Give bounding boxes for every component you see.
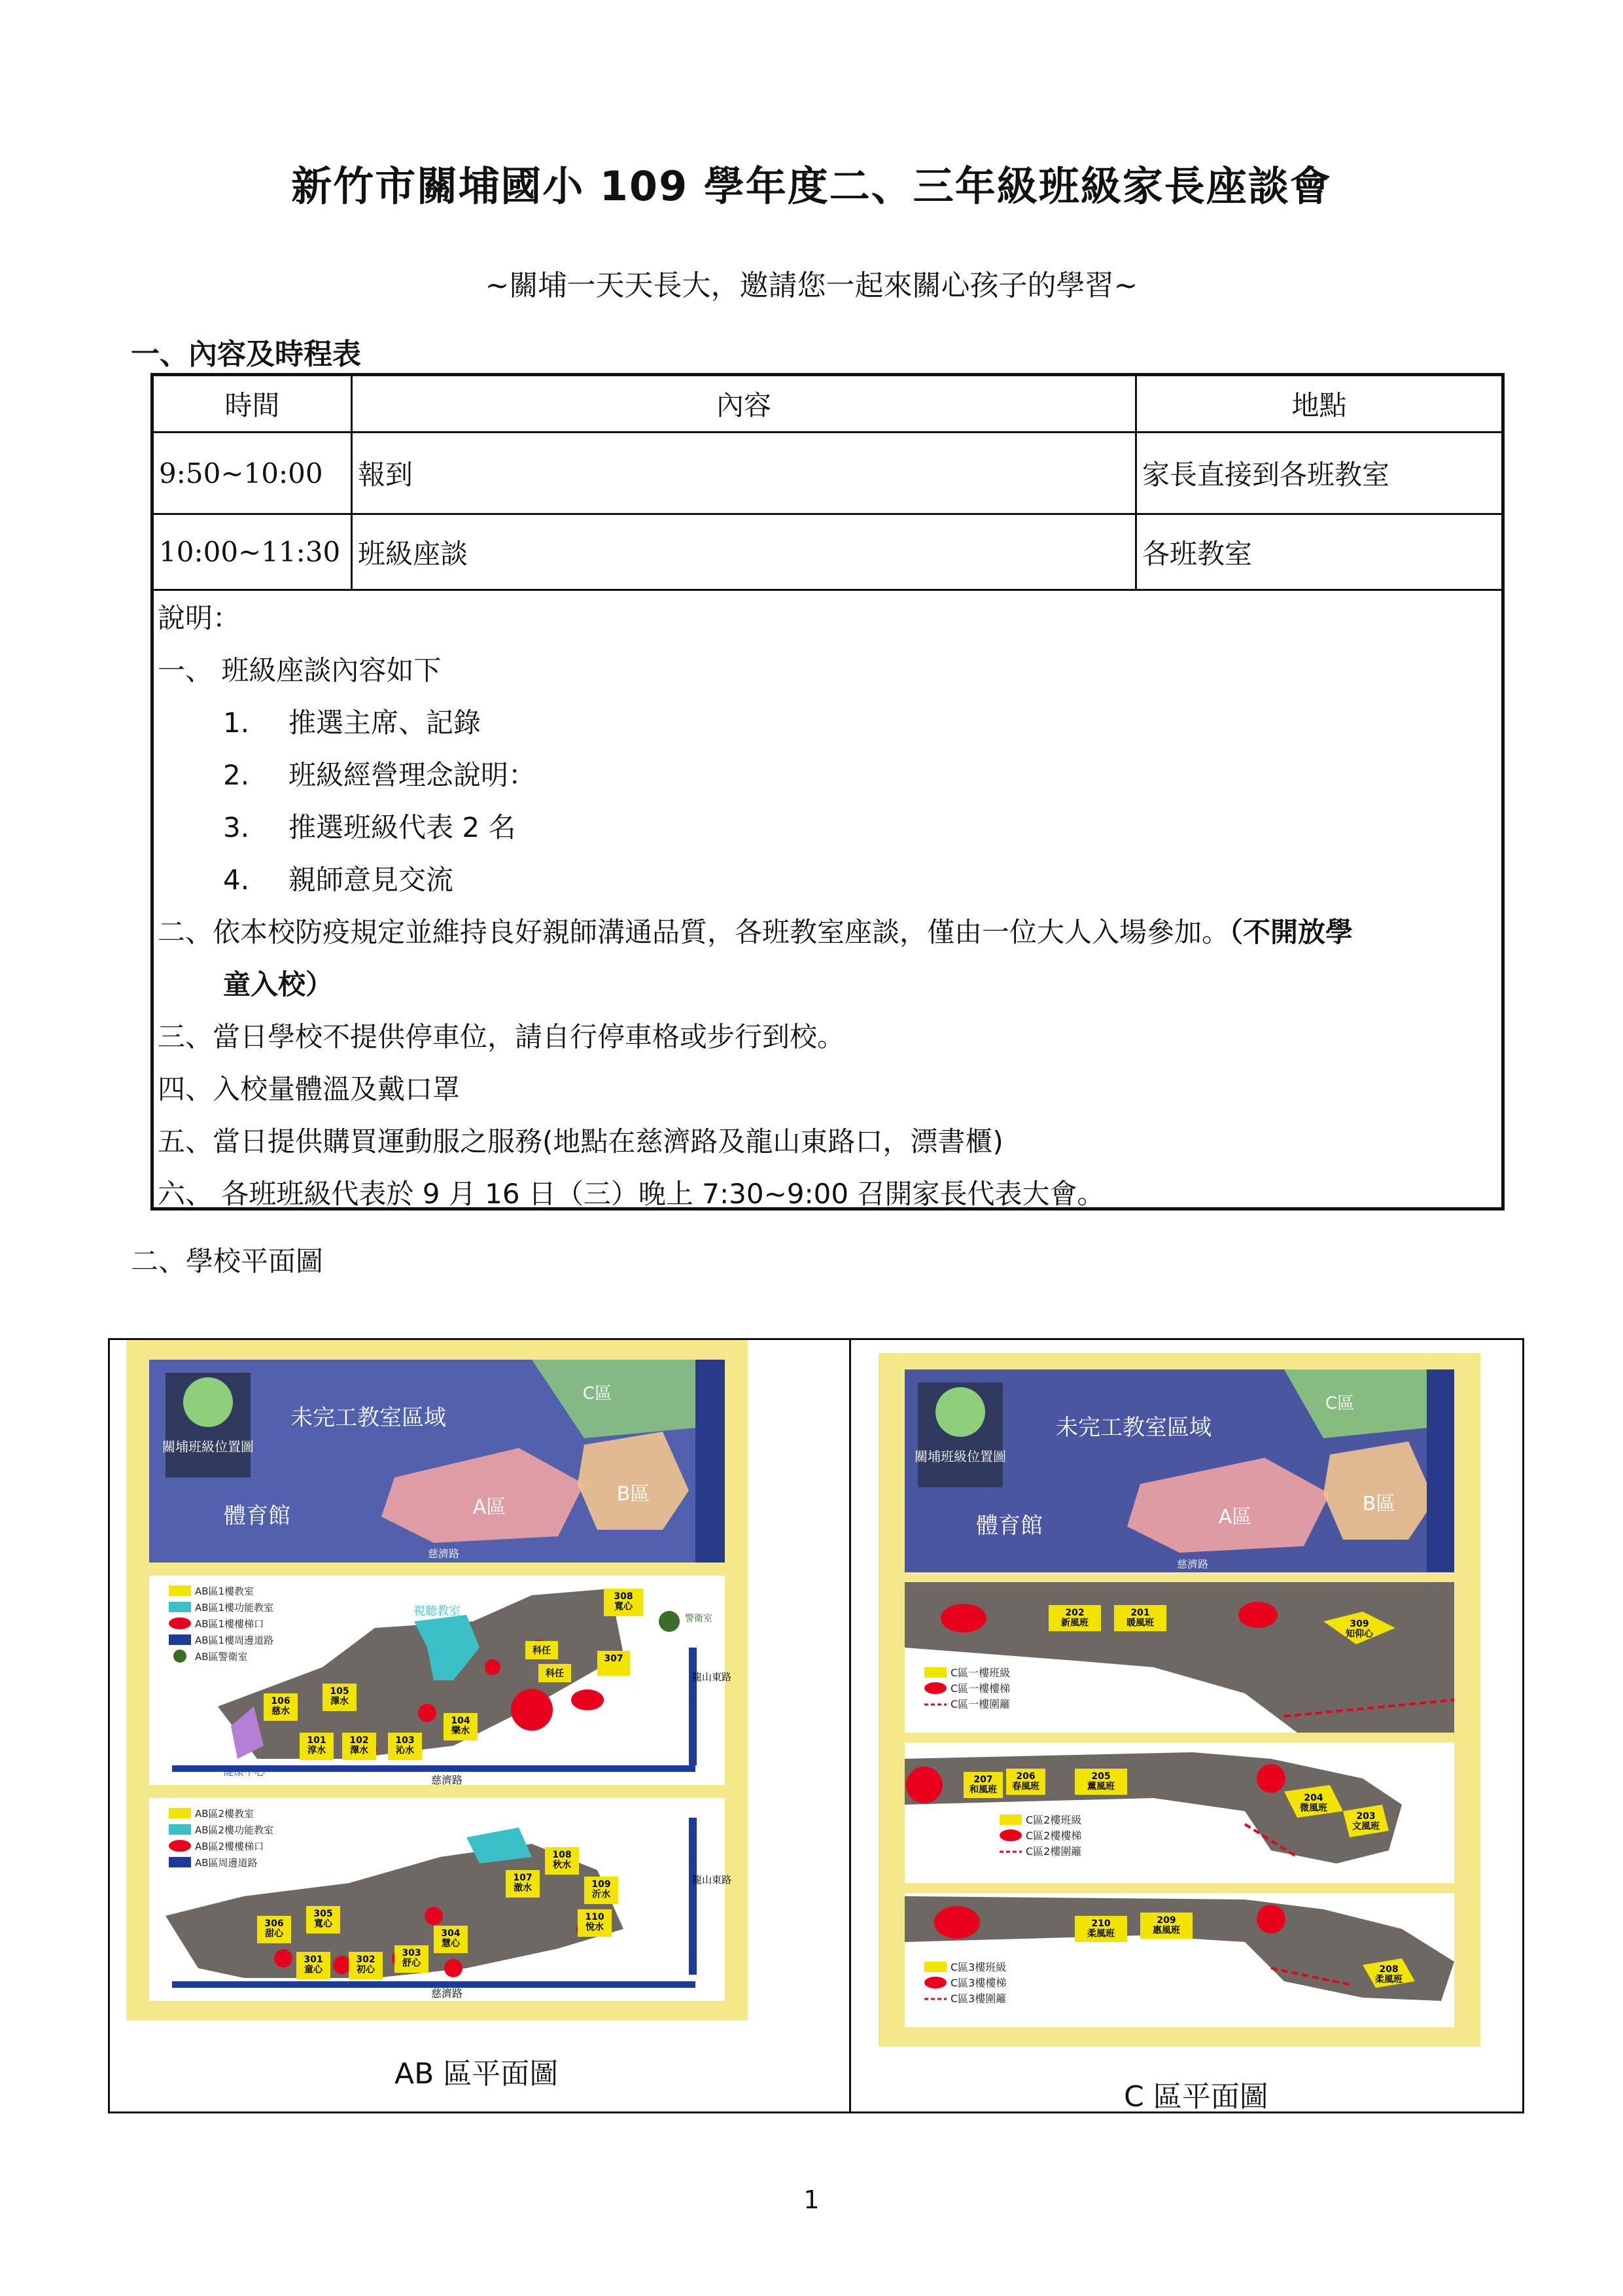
c-zone-a-label: A區: [1218, 1506, 1252, 1528]
c-aerial-road-label: 慈濟路: [1176, 1558, 1209, 1570]
note-subitem: [158, 697, 1482, 749]
ab-floor2-road-label: 慈濟路: [430, 1987, 463, 2000]
svg-text:103沁水: 103 沁水: [395, 1735, 415, 1756]
svg-text:AB區2樓樓梯口: AB區2樓樓梯口: [195, 1841, 264, 1852]
svg-text:206春風班: 206 春風班: [1012, 1771, 1039, 1792]
ab-zone-c-label: C區: [582, 1384, 612, 1404]
c-unfinished-label: 未完工教室區域: [1056, 1415, 1212, 1441]
section-heading-schedule: 一、內容及時程表: [131, 338, 361, 371]
note-item-2-text: 二、依本校防疫規定並維持良好親師溝通品質，各班教室座談，僅由一位大人入場參加。: [158, 916, 1230, 948]
page-number: 1: [803, 2185, 820, 2214]
ab-map-caption: AB 區平面圖: [394, 2057, 559, 2091]
ab-floor1-road-east: [689, 1648, 697, 1765]
svg-text:303舒心: 303 舒心: [402, 1948, 421, 1969]
ab-zone-map: [126, 1340, 748, 2021]
row-time: 10:00~11:30: [154, 514, 352, 590]
header-location: 地點: [1136, 376, 1502, 433]
schedule-table: [154, 376, 1501, 591]
svg-text:104樂水: 104 樂水: [451, 1716, 470, 1737]
c-road-east: [1427, 1369, 1454, 1572]
note-item-1: 一、 班級座談內容如下: [158, 654, 442, 686]
c-zone-c-label: C區: [1325, 1394, 1355, 1413]
svg-text:AB區周邊道路: AB區周邊道路: [195, 1857, 258, 1869]
subitem-number: 2.: [223, 759, 250, 791]
svg-text:309知仰心: 309 知仰心: [1346, 1619, 1373, 1640]
note-item-6: 六、 各班班級代表於 9 月 16 日（三）晚上 7:30~9:00 召開家長代表大會。: [158, 1178, 1105, 1210]
svg-text:107澈水: 107 澈水: [513, 1873, 532, 1894]
notes-heading: 說明：: [158, 602, 241, 634]
svg-text:102澤水: 102 澤水: [349, 1735, 369, 1756]
svg-text:C區3樓班級: C區3樓班級: [951, 1961, 1007, 1973]
row-content: 班級座談: [352, 514, 1136, 590]
ab-zone-a-label: A區: [472, 1496, 506, 1519]
c-zone-map: [879, 1353, 1480, 2047]
ab-logo-label: 關埔班級位置圖: [162, 1439, 254, 1455]
svg-text:105澤水: 105 澤水: [330, 1686, 349, 1707]
logo-icon: [935, 1387, 985, 1437]
svg-text:C區一樓樓梯: C區一樓樓梯: [951, 1682, 1011, 1695]
svg-text:AB區1樓樓梯口: AB區1樓樓梯口: [195, 1618, 264, 1630]
subitem-number: 3.: [223, 811, 250, 843]
ab-aerial-road-label: 慈濟路: [427, 1547, 460, 1560]
notes: [158, 592, 1482, 1220]
section-heading-maps: 二、學校平面圖: [131, 1245, 324, 1277]
svg-text:204微風班: 204 微風班: [1300, 1793, 1327, 1814]
page-subtitle: ~關埔一天天長大，邀請您一起來關心孩子的學習~: [485, 269, 1138, 302]
note-item-4: 四、入校量體溫及戴口罩: [158, 1073, 461, 1105]
svg-text:C區2樓樓梯: C區2樓樓梯: [1026, 1829, 1082, 1842]
row-content: 報到: [352, 433, 1136, 514]
note-subitem: [158, 749, 1482, 802]
svg-text:AB區2樓教室: AB區2樓教室: [195, 1808, 254, 1820]
svg-text:C區一樓圍籬: C區一樓圍籬: [951, 1698, 1011, 1710]
row-location: 家長直接到各班教室: [1136, 433, 1502, 514]
row-location: 各班教室: [1136, 514, 1502, 590]
svg-text:C區2樓圍籬: C區2樓圍籬: [1026, 1845, 1082, 1858]
svg-text:110悅水: 110 悅水: [585, 1912, 604, 1933]
subitem-number: 1.: [223, 707, 250, 739]
note-item-2-bold-cont: 童入校）: [223, 968, 334, 1000]
svg-text:208柔風班: 208 柔風班: [1375, 1964, 1403, 1985]
svg-text:201暖風班: 201 暖風班: [1126, 1608, 1154, 1629]
svg-text:302初心: 302 初心: [356, 1954, 375, 1975]
logo-icon: [183, 1377, 233, 1427]
svg-text:306甜心: 306 甜心: [264, 1918, 284, 1939]
svg-text:C區2樓班級: C區2樓班級: [1026, 1814, 1082, 1826]
ab-floor1-road-label: 慈濟路: [430, 1774, 463, 1786]
svg-text:202新風班: 202 新風班: [1061, 1608, 1089, 1629]
schedule-box: [150, 373, 1505, 1210]
c-map-caption: C 區平面圖: [1124, 2080, 1268, 2113]
ab-floor1-road-east-label: 龍山東路: [691, 1671, 732, 1683]
svg-text:AB區1樓教室: AB區1樓教室: [195, 1585, 254, 1597]
svg-text:210柔風班: 210 柔風班: [1087, 1918, 1115, 1939]
svg-text:106慈水: 106 慈水: [271, 1696, 290, 1717]
subitem-text: 推選班級代表 2 名: [288, 811, 516, 843]
ab-gym-label: 體育館: [224, 1503, 290, 1529]
ab-av-room-label: 視聽教室: [413, 1604, 461, 1618]
table-header-row: [154, 376, 1501, 433]
svg-text:205薰風班: 205 薰風班: [1087, 1771, 1115, 1792]
svg-text:AB區2樓功能教室: AB區2樓功能教室: [195, 1824, 274, 1836]
svg-text:科任: 科任: [532, 1646, 551, 1656]
note-item-2-cont: [158, 959, 1482, 1011]
svg-text:101淳水: 101 淳水: [307, 1735, 326, 1756]
maps-divider: [849, 1340, 851, 2111]
header-time: 時間: [154, 376, 352, 433]
ab-floor1-road-south: [172, 1765, 695, 1772]
note-item-5: 五、當日提供購買運動服之服務(地點在慈濟路及龍山東路口，漂書櫃): [158, 1125, 1003, 1157]
svg-text:307: 307: [604, 1653, 623, 1664]
ab-zone-b-label: B區: [616, 1483, 650, 1506]
svg-text:AB區1樓功能教室: AB區1樓功能教室: [195, 1602, 274, 1614]
header-content: 內容: [352, 376, 1136, 433]
svg-text:109沂水: 109 沂水: [591, 1879, 611, 1900]
subitem-text: 班級經營理念說明：: [288, 759, 536, 791]
c-zone-b-label: B區: [1362, 1492, 1396, 1515]
ab-guard-label: 警衛室: [685, 1614, 712, 1624]
svg-text:305寬心: 305 寬心: [313, 1909, 333, 1930]
svg-text:308寬心: 308 寬心: [614, 1591, 633, 1612]
svg-text:108秋水: 108 秋水: [552, 1850, 572, 1871]
svg-text:AB區警衛室: AB區警衛室: [195, 1651, 248, 1663]
subitem-number: 4.: [223, 864, 250, 896]
subitem-text: 推選主席、記錄: [288, 707, 481, 739]
subitem-text: 親師意見交流: [288, 864, 454, 896]
note-item-3: 三、當日學校不提供停車位，請自行停車格或步行到校。: [158, 1021, 845, 1053]
table-row: [154, 514, 1501, 590]
svg-text:301童心: 301 童心: [304, 1954, 323, 1975]
svg-text:C區3樓圍籬: C區3樓圍籬: [951, 1992, 1007, 2005]
ab-floor2-road-east: [689, 1818, 697, 1975]
c-gym-label: 體育館: [976, 1513, 1043, 1539]
svg-text:203文風班: 203 文風班: [1352, 1811, 1380, 1832]
svg-text:C區一樓班級: C區一樓班級: [951, 1667, 1011, 1679]
ab-floor2-road-east-label: 龍山東路: [691, 1874, 732, 1886]
c-logo-label: 關埔班級位置圖: [915, 1449, 1006, 1464]
note-subitem: [158, 802, 1482, 854]
ab-road-east: [695, 1360, 725, 1563]
page-title: 新竹市關埔國小 109 學年度二、三年級班級家長座談會: [291, 162, 1332, 210]
maps-frame: [108, 1338, 1524, 2113]
ab-guard-icon: [659, 1611, 680, 1632]
row-time: 9:50~10:00: [154, 433, 352, 514]
table-row: [154, 433, 1501, 514]
svg-text:AB區1樓周邊道路: AB區1樓周邊道路: [195, 1634, 274, 1646]
svg-text:207和風班: 207 和風班: [969, 1775, 997, 1795]
svg-text:209惠風班: 209 惠風班: [1153, 1915, 1180, 1936]
ab-unfinished-label: 未完工教室區域: [290, 1405, 446, 1431]
note-item-2: [158, 906, 1482, 959]
svg-text:C區3樓樓梯: C區3樓樓梯: [951, 1977, 1007, 1989]
note-item-2-bold: （不開放學: [1229, 916, 1353, 948]
svg-text:304慧心: 304 慧心: [441, 1928, 461, 1949]
note-subitem: [158, 854, 1482, 906]
svg-text:科任: 科任: [546, 1669, 564, 1679]
